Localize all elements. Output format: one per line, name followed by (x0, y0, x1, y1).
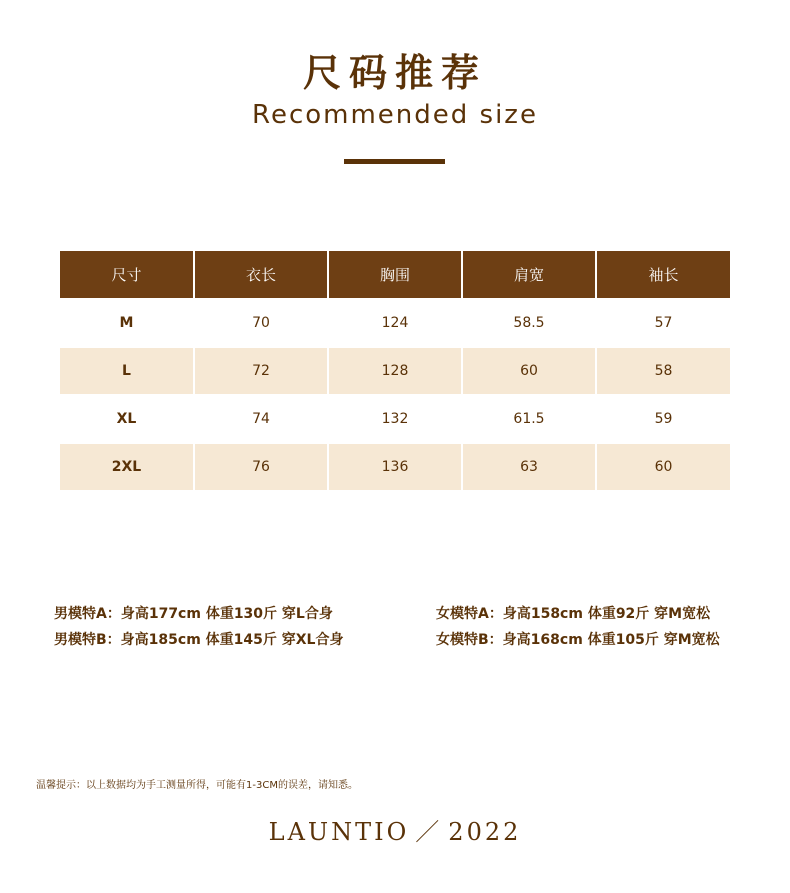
table-cell: 74 (194, 395, 328, 443)
male-models-info (54, 601, 343, 653)
title-divider (344, 159, 445, 164)
table-row (60, 347, 730, 395)
brand-year: 2022 (448, 818, 522, 846)
table-cell: 60 (596, 443, 730, 490)
table-cell: XL (60, 395, 194, 443)
column-header-shoulder: 肩宽 (462, 251, 596, 299)
column-header-chest: 胸围 (328, 251, 462, 299)
table-cell: 63 (462, 443, 596, 490)
table-cell: 61.5 (462, 395, 596, 443)
brand-name: LAUNTIO (268, 818, 410, 846)
female-models-info (436, 601, 720, 653)
page-title: 尺码推荐 (302, 51, 487, 95)
table-cell: 59 (596, 395, 730, 443)
table-cell: 58 (596, 347, 730, 395)
female-model-a: 女模特A：身高158cm 体重92斤 穿M宽松 (436, 606, 711, 622)
size-table (60, 251, 730, 490)
table-cell: 132 (328, 395, 462, 443)
table-row (60, 395, 730, 443)
female-model-b: 女模特B：身高168cm 体重105斤 穿M宽松 (436, 632, 720, 648)
column-header-size: 尺寸 (60, 251, 194, 299)
table-cell: 60 (462, 347, 596, 395)
table-cell: 76 (194, 443, 328, 490)
table-row (60, 299, 730, 347)
table-header-row (60, 251, 730, 299)
brand-slash: ／ (415, 818, 443, 846)
brand-footer (0, 812, 790, 847)
page-subtitle: Recommended size (252, 100, 538, 130)
table-row (60, 443, 730, 490)
table-cell: 2XL (60, 443, 194, 490)
measurement-note: 温馨提示：以上数据均为手工测量所得，可能有1-3CM的误差，请知悉。 (36, 780, 358, 791)
table-cell: 124 (328, 299, 462, 347)
table-cell: 58.5 (462, 299, 596, 347)
column-header-length: 衣长 (194, 251, 328, 299)
table-cell: 70 (194, 299, 328, 347)
table-cell: 128 (328, 347, 462, 395)
table-cell: L (60, 347, 194, 395)
table-cell: 136 (328, 443, 462, 490)
male-model-b: 男模特B：身高185cm 体重145斤 穿XL合身 (54, 632, 344, 648)
table-cell: 72 (194, 347, 328, 395)
table-cell: 57 (596, 299, 730, 347)
male-model-a: 男模特A：身高177cm 体重130斤 穿L合身 (54, 606, 333, 622)
table-cell: M (60, 299, 194, 347)
column-header-sleeve: 袖长 (596, 251, 730, 299)
